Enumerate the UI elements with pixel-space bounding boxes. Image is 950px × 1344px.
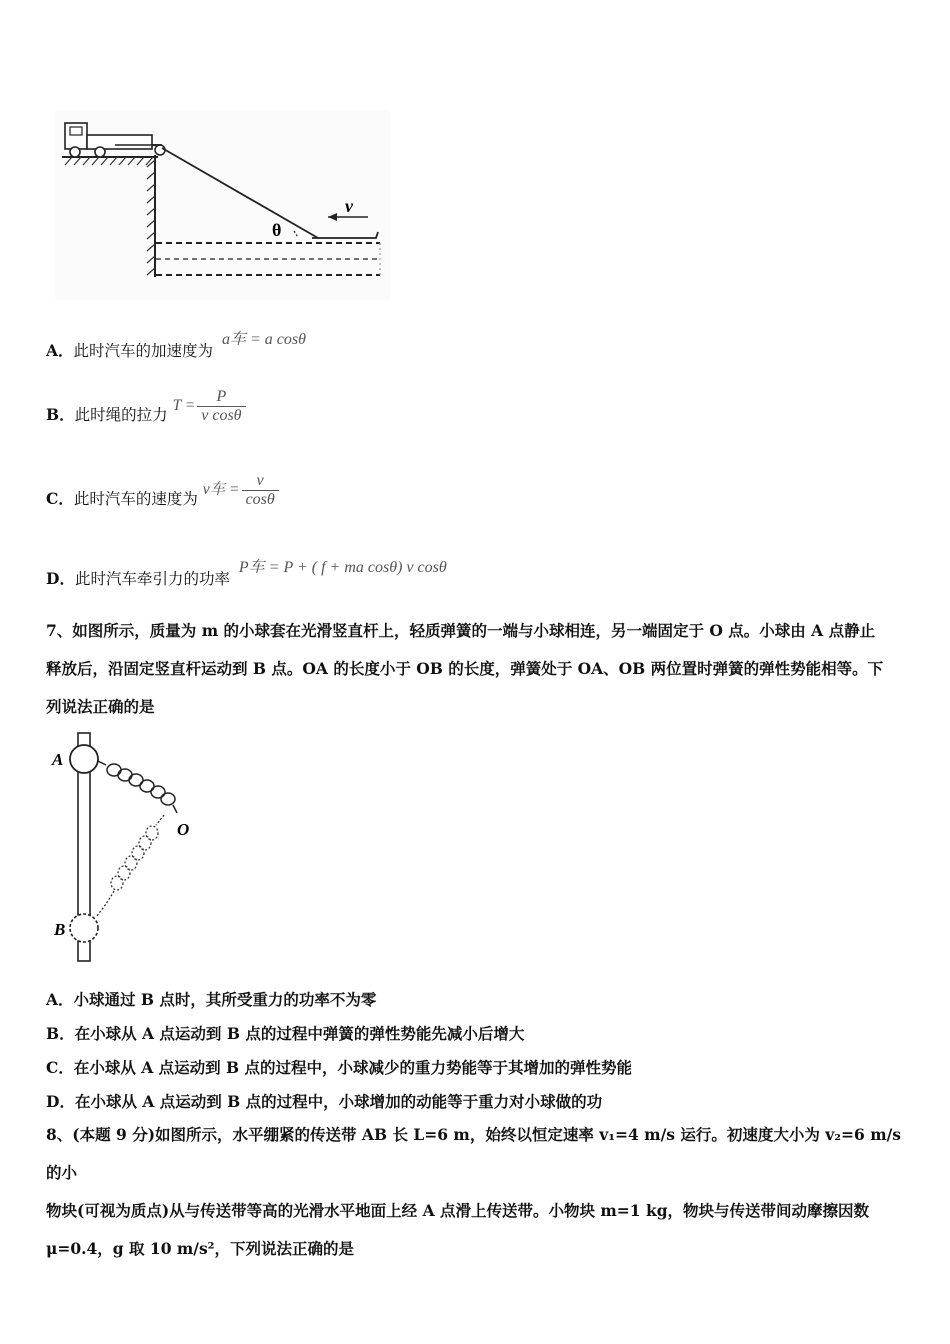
q6-option-b[interactable] <box>46 388 246 435</box>
q7-line1-text: 如图所示，质量为 m 的小球套在光滑竖直杆上，轻质弹簧的一端与小球相连，另一端固定于 O 点。小球由 A 点静止 <box>72 621 876 640</box>
q7-option-b[interactable]: B．在小球从 A 点运动到 B 点的过程中弹簧的弹性势能先减小后增大 <box>46 1024 525 1043</box>
formula-lhs: T = <box>172 397 196 415</box>
q7-option-a[interactable]: A．小球通过 B 点时，其所受重力的功率不为零 <box>46 990 377 1009</box>
question-number: 7、 <box>46 621 73 640</box>
option-text: 此时汽车牵引力的功率 <box>74 570 230 588</box>
option-letter: D． <box>46 569 75 588</box>
q6-option-a[interactable] <box>46 331 306 361</box>
q7-option-d[interactable]: D．在小球从 A 点运动到 B 点的过程中，小球增加的动能等于重力对小球做的功 <box>46 1092 603 1111</box>
theta-label: θ <box>272 220 282 240</box>
q8-stem <box>46 1116 906 1268</box>
formula-numerator: v <box>242 472 279 491</box>
accel-formula: a车 = a cosθ <box>221 331 306 348</box>
ball-a <box>70 745 98 773</box>
q8-line-2: 物块(可视为质点)从与传送带等高的光滑水平地面上经 A 点滑上传送带。小物块 m=1 kg，物块与传送带间动摩擦因数 <box>46 1201 870 1220</box>
option-text: 此时汽车的加速度为 <box>73 342 214 360</box>
option-letter: A． <box>46 341 74 360</box>
label-b: B <box>54 920 66 939</box>
option-letter: C． <box>46 489 74 509</box>
q7-line-1 <box>46 612 906 650</box>
spring-rod-figure <box>44 725 204 965</box>
option-text: 此时汽车的速度为 <box>73 490 198 509</box>
label-o: O <box>177 820 190 839</box>
tension-formula <box>172 388 246 424</box>
velocity-label: v <box>345 196 353 216</box>
q7-stem <box>46 612 906 726</box>
q7-line-3: 列说法正确的是 <box>46 697 155 716</box>
q8-line-1: 8、(本题 9 分)如图所示，水平绷紧的传送带 AB 长 L=6 m，始终以恒定速率 v₁=4 m/s 运行。初速度大小为 v₂=6 m/s 的小 <box>46 1125 902 1182</box>
option-letter: B． <box>46 405 75 425</box>
option-text: 此时绳的拉力 <box>74 406 168 425</box>
q6-option-c[interactable] <box>46 472 279 519</box>
label-a: A <box>52 750 64 769</box>
formula-denominator: v cosθ <box>201 407 242 424</box>
power-formula: P车 = P + ( f + ma cosθ) v cosθ <box>238 559 447 576</box>
ball-b <box>70 914 98 942</box>
formula-lhs: v车 = <box>202 481 240 499</box>
formula-numerator: P <box>197 388 245 407</box>
q8-line-3: μ=0.4，g 取 10 m/s²，下列说法正确的是 <box>46 1239 354 1258</box>
q6-option-d[interactable] <box>46 559 447 589</box>
q7-option-c[interactable]: C．在小球从 A 点运动到 B 点的过程中，小球减少的重力势能等于其增加的弹性势能 <box>46 1058 633 1077</box>
truck-cliff-figure <box>50 105 395 305</box>
q7-line-2: 释放后，沿固定竖直杆运动到 B 点。OA 的长度小于 OB 的长度，弹簧处于 OA、OB 两位置时弹簧的弹性势能相等。下 <box>46 659 884 678</box>
formula-denominator: cosθ <box>245 491 275 508</box>
